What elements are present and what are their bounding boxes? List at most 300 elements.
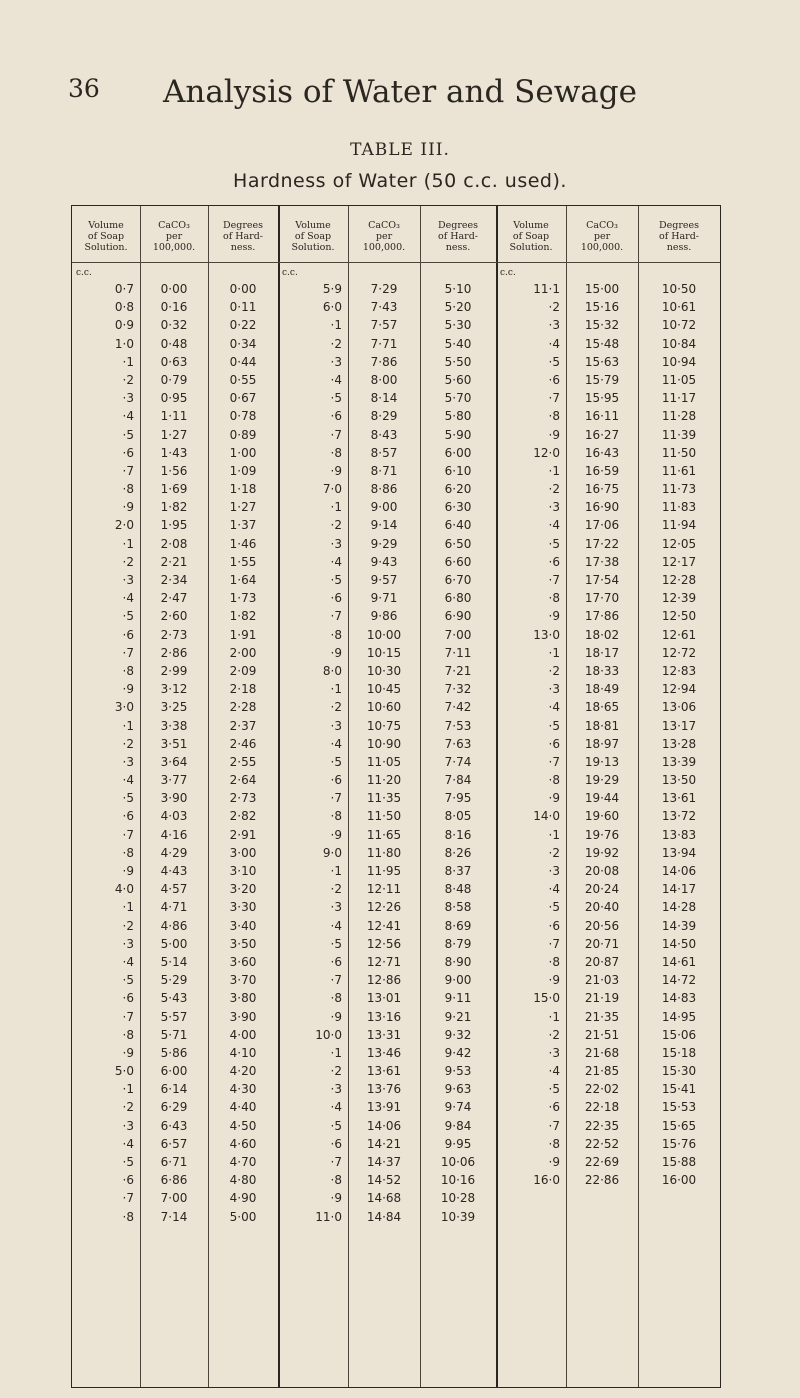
table-cell: 8·05 (444, 809, 472, 824)
table-cell: 9·29 (370, 536, 398, 551)
table-cell: 14·68 (366, 1191, 402, 1206)
table-cell: 9·53 (444, 1064, 472, 1079)
table-cell: 7·11 (444, 645, 472, 660)
table-cell: 2·09 (229, 663, 257, 678)
table-cell: ·9 (122, 500, 134, 515)
table-cell: ·8 (548, 773, 560, 788)
table-cell: ·2 (122, 918, 134, 933)
table-cell: 19·13 (584, 754, 620, 769)
table-cell: 2·73 (160, 627, 188, 642)
table-cell: 6·30 (444, 500, 472, 515)
table-cell: 22·35 (584, 1118, 620, 1133)
table-cell: ·9 (330, 827, 342, 842)
table-cell: 6·50 (444, 536, 472, 551)
table-cell: 12·94 (661, 682, 697, 697)
table-cell: 9·71 (370, 591, 398, 606)
table-cell: 5·9 (322, 282, 342, 296)
table-cell: 14·28 (661, 900, 697, 915)
table-cell: ·3 (548, 682, 560, 697)
table-cell: 12·28 (661, 573, 697, 587)
table-cell: 10·75 (366, 718, 402, 733)
table-cell: 14·0 (533, 809, 560, 824)
table-cell: ·6 (548, 554, 560, 569)
table-cell: 8·43 (370, 427, 398, 442)
table-cell: ·1 (330, 864, 342, 878)
table-cell: 15·95 (584, 391, 620, 406)
table-cell: ·5 (122, 427, 134, 442)
table-cell: ·4 (548, 1064, 560, 1079)
table-cell: 0·78 (229, 409, 257, 424)
table-cell: 16·90 (584, 500, 620, 515)
column-header: Volume of Soap Solution. (509, 219, 553, 253)
table-cell: 10·30 (366, 663, 402, 678)
table-cell: 5·20 (444, 300, 472, 315)
column-header: Volume of Soap Solution. (84, 219, 128, 253)
table-cell: ·9 (548, 1155, 560, 1169)
table-cell: ·8 (548, 591, 560, 606)
table-cell: 6·0 (322, 300, 342, 315)
table-cell: 2·21 (160, 554, 188, 569)
table-cell: 0·79 (160, 372, 188, 387)
table-cell: 5·30 (444, 318, 472, 333)
table-cell: 1·18 (229, 482, 257, 497)
table-cell: ·8 (330, 627, 342, 642)
table-cell: ·6 (548, 918, 560, 933)
table-cell: ·5 (330, 391, 342, 406)
table-cell: 12·26 (366, 900, 402, 915)
column-header: Degrees of Hard- ness. (437, 219, 479, 253)
table-cell: 11·05 (661, 372, 697, 387)
table-cell: 14·06 (366, 1118, 402, 1133)
table-cell: 0·00 (160, 282, 188, 296)
table-cell: 11·80 (366, 845, 402, 860)
table-cell: 4·0 (114, 882, 134, 897)
table-cell: ·3 (122, 1118, 134, 1133)
table-cell: 3·50 (229, 936, 257, 951)
table-cell: 14·95 (661, 1009, 697, 1024)
table-cell: 12·61 (661, 627, 697, 642)
caco3-column (566, 280, 638, 1189)
column-header: Degrees of Hard- ness. (658, 219, 700, 253)
table-cell: ·9 (330, 1009, 342, 1024)
table-cell: ·4 (122, 1136, 134, 1151)
table-title: Hardness of Water (50 c.c. used). (233, 170, 567, 192)
table-cell: 6·57 (160, 1136, 188, 1151)
table-cell: 14·50 (661, 936, 697, 951)
table-cell: 6·43 (160, 1118, 188, 1133)
table-cell: 8·90 (444, 954, 472, 969)
table-cell: 17·38 (584, 554, 620, 569)
table-cell: 15·32 (584, 318, 620, 333)
table-cell: ·3 (330, 536, 342, 551)
table-cell: 0·34 (229, 336, 257, 351)
table-cell: 17·70 (584, 591, 620, 606)
table-cell: 9·63 (444, 1082, 472, 1097)
table-cell: 18·33 (584, 663, 620, 678)
table-cell: 15·06 (661, 1027, 697, 1042)
table-cell: 6·70 (444, 573, 472, 587)
table-cell: 15·0 (533, 991, 560, 1006)
table-cell: 0·7 (114, 282, 134, 296)
table-cell: ·5 (548, 1082, 560, 1097)
table-cell: 17·54 (584, 573, 620, 587)
table-cell: 11·73 (661, 482, 697, 497)
table-cell: ·2 (548, 300, 560, 315)
table-cell: 4·70 (229, 1155, 257, 1169)
table-cell: 8·69 (444, 918, 472, 933)
table-cell: 4·60 (229, 1136, 257, 1151)
table-cell: 13·61 (366, 1064, 402, 1079)
table-cell: ·7 (548, 573, 560, 587)
table-cell: ·2 (330, 700, 342, 715)
table-cell: 0·16 (160, 300, 188, 315)
table-cell: 12·83 (661, 663, 697, 678)
table-cell: 15·65 (661, 1118, 697, 1133)
table-cell: 7·63 (444, 736, 472, 751)
table-cell: 2·60 (160, 609, 188, 624)
table-cell: ·1 (122, 536, 134, 551)
table-cell: ·8 (548, 409, 560, 424)
table-cell: ·3 (330, 900, 342, 915)
table-cell: ·7 (330, 973, 342, 988)
table-cell: 3·90 (229, 1009, 257, 1024)
table-cell: 1·69 (160, 482, 188, 497)
table-cell: 7·29 (370, 282, 398, 296)
table-cell: 7·43 (370, 300, 398, 315)
table-cell: 6·86 (160, 1173, 188, 1188)
table-cell: 19·29 (584, 773, 620, 788)
table-cell: 8·48 (444, 882, 472, 897)
table-cell: 7·71 (370, 336, 398, 351)
column-header: Degrees of Hard- ness. (222, 219, 264, 253)
table-cell: 18·02 (584, 627, 620, 642)
table-cell: 16·11 (584, 409, 620, 424)
table-cell: 16·27 (584, 427, 620, 442)
table-cell: 8·29 (370, 409, 398, 424)
table-cell: 22·69 (584, 1155, 620, 1169)
table-cell: 14·17 (661, 882, 697, 897)
table-cell: ·2 (548, 482, 560, 497)
table-cell: 6·00 (160, 1064, 188, 1079)
table-cell: ·8 (548, 1136, 560, 1151)
table-cell: ·5 (330, 936, 342, 951)
table-cell: ·2 (548, 1027, 560, 1042)
table-cell: 3·30 (229, 900, 257, 915)
table-cell: 8·58 (444, 900, 472, 915)
table-cell: 6·00 (444, 445, 472, 460)
table-cell: 2·99 (160, 663, 188, 678)
table-cell: 11·50 (661, 445, 697, 460)
table-cell: 1·09 (229, 463, 257, 478)
table-cell: ·7 (330, 1155, 342, 1169)
table-cell: 10·0 (315, 1027, 342, 1042)
table-cell: 2·08 (160, 536, 188, 551)
table-cell: 1·0 (114, 336, 134, 351)
table-cell: ·4 (330, 1100, 342, 1115)
table-cell: ·5 (122, 1155, 134, 1169)
table-cell: 0·48 (160, 336, 188, 351)
table-cell: ·3 (330, 718, 342, 733)
table-cell: ·5 (330, 754, 342, 769)
table-cell: 1·64 (229, 573, 257, 587)
table-cell: 12·17 (661, 554, 697, 569)
table-cell: 3·0 (114, 700, 134, 715)
table-cell: 20·71 (584, 936, 620, 951)
table-cell: 5·70 (444, 391, 472, 406)
table-cell: ·3 (122, 573, 134, 587)
table-cell: 7·32 (444, 682, 472, 697)
table-cell: 16·59 (584, 463, 620, 478)
table-cell: 3·25 (160, 700, 188, 715)
running-title: Analysis of Water and Sewage (163, 74, 637, 110)
table-cell: 6·10 (444, 463, 472, 478)
table-cell: 13·17 (661, 718, 697, 733)
table-cell: 8·71 (370, 463, 398, 478)
table-cell: ·7 (548, 1118, 560, 1133)
table-cell: 6·71 (160, 1155, 188, 1169)
table-cell: 8·0 (322, 663, 342, 678)
table-cell: 11·28 (661, 409, 697, 424)
table-cell: 11·95 (366, 864, 402, 878)
table-cell: 4·90 (229, 1191, 257, 1206)
table-cell: ·2 (330, 518, 342, 533)
table-cell: ·5 (548, 536, 560, 551)
table-cell: 7·57 (370, 318, 398, 333)
table-cell: 21·19 (584, 991, 620, 1006)
table-cell: ·5 (548, 718, 560, 733)
table-cell: 11·1 (533, 282, 560, 296)
table-cell: 2·47 (160, 591, 188, 606)
table-cell: 10·94 (661, 354, 697, 369)
table-cell: 13·83 (661, 827, 697, 842)
table-cell: ·6 (330, 773, 342, 788)
table-cell: 15·41 (661, 1082, 697, 1097)
table-cell: ·2 (330, 1064, 342, 1079)
table-cell: 4·10 (229, 1045, 257, 1060)
table-cell: 18·81 (584, 718, 620, 733)
table-cell: ·7 (122, 645, 134, 660)
table-cell: 0·55 (229, 372, 257, 387)
table-cell: ·6 (548, 372, 560, 387)
table-cell: ·8 (122, 1209, 134, 1224)
table-cell: ·4 (330, 372, 342, 387)
table-cell: ·7 (122, 1009, 134, 1024)
table-cell: ·3 (122, 936, 134, 951)
table-cell: ·9 (330, 645, 342, 660)
volume-column (72, 280, 134, 1226)
table-cell: 21·85 (584, 1064, 620, 1079)
header-rule (72, 262, 720, 263)
table-cell: 1·82 (160, 500, 188, 515)
table-cell: 14·72 (661, 973, 697, 988)
table-cell: ·4 (548, 518, 560, 533)
table-cell: 9·32 (444, 1027, 472, 1042)
table-cell: 10·16 (440, 1173, 476, 1188)
table-cell: ·7 (548, 391, 560, 406)
table-cell: 18·65 (584, 700, 620, 715)
table-cell: 3·70 (229, 973, 257, 988)
table-cell: 12·72 (661, 645, 697, 660)
table-cell: 2·37 (229, 718, 257, 733)
table-cell: 9·57 (370, 573, 398, 587)
table-cell: ·7 (122, 1191, 134, 1206)
table-cell: 1·91 (229, 627, 257, 642)
table-cell: 10·90 (366, 736, 402, 751)
table-cell: 8·79 (444, 936, 472, 951)
caco3-column (140, 280, 208, 1226)
table-cell: 7·21 (444, 663, 472, 678)
table-cell: 5·0 (114, 1064, 134, 1079)
table-cell: ·2 (122, 554, 134, 569)
table-cell: ·7 (122, 827, 134, 842)
table-cell: ·4 (122, 591, 134, 606)
table-cell: ·2 (122, 736, 134, 751)
table-cell: 2·34 (160, 573, 188, 587)
table-cell: 10·72 (661, 318, 697, 333)
table-cell: 2·55 (229, 754, 257, 769)
table-cell: 8·14 (370, 391, 398, 406)
table-cell: 1·11 (160, 409, 188, 424)
table-cell: 7·42 (444, 700, 472, 715)
table-cell: ·4 (122, 409, 134, 424)
table-cell: 7·95 (444, 791, 472, 806)
table-cell: 13·61 (661, 791, 697, 806)
table-cell: ·1 (122, 900, 134, 915)
table-cell: 1·82 (229, 609, 257, 624)
table-cell: 20·40 (584, 900, 620, 915)
table-cell: ·6 (330, 1136, 342, 1151)
table-cell: 20·87 (584, 954, 620, 969)
table-cell: 13·91 (366, 1100, 402, 1115)
table-cell: ·6 (122, 445, 134, 460)
table-cell: 21·68 (584, 1045, 620, 1060)
table-cell: ·9 (122, 1045, 134, 1060)
table-cell: 9·84 (444, 1118, 472, 1133)
table-cell: ·8 (330, 991, 342, 1006)
table-cell: 13·0 (533, 627, 560, 642)
table-cell: 0·44 (229, 354, 257, 369)
table-cell: 1·43 (160, 445, 188, 460)
table-cell: 2·46 (229, 736, 257, 751)
table-cell: 19·92 (584, 845, 620, 860)
table-cell: ·3 (548, 864, 560, 878)
table-cell: 9·95 (444, 1136, 472, 1151)
table-cell: 12·50 (661, 609, 697, 624)
table-cell: 1·00 (229, 445, 257, 460)
table-cell: 7·14 (160, 1209, 188, 1224)
table-cell: 15·48 (584, 336, 620, 351)
table-cell: 8·26 (444, 845, 472, 860)
table-cell: 10·50 (661, 282, 697, 296)
table-cell: 11·35 (366, 791, 402, 806)
table-cell: 22·02 (584, 1082, 620, 1097)
table-cell: 0·32 (160, 318, 188, 333)
table-cell: ·8 (122, 663, 134, 678)
degrees-column (208, 280, 278, 1226)
table-cell: 6·80 (444, 591, 472, 606)
table-cell: 3·00 (229, 845, 257, 860)
table-cell: 10·84 (661, 336, 697, 351)
table-cell: 15·00 (584, 282, 620, 296)
table-cell: 2·64 (229, 773, 257, 788)
table-cell: 6·40 (444, 518, 472, 533)
table-cell: 20·08 (584, 864, 620, 878)
table-cell: 3·12 (160, 682, 188, 697)
table-cell: 7·84 (444, 773, 472, 788)
table-cell: 7·00 (444, 627, 472, 642)
table-cell: ·5 (122, 973, 134, 988)
table-cell: ·1 (548, 827, 560, 842)
table-cell: ·7 (330, 427, 342, 442)
table-cell: ·5 (330, 1118, 342, 1133)
degrees-column (638, 280, 720, 1189)
table-cell: 10·00 (366, 627, 402, 642)
table-cell: 18·97 (584, 736, 620, 751)
table-cell: 4·30 (229, 1082, 257, 1097)
table-cell: 8·86 (370, 482, 398, 497)
table-cell: 8·57 (370, 445, 398, 460)
table-cell: ·1 (330, 682, 342, 697)
table-cell: ·3 (122, 391, 134, 406)
table-cell: 5·14 (160, 954, 188, 969)
table-cell: 20·24 (584, 882, 620, 897)
table-cell: ·6 (122, 1173, 134, 1188)
table-cell: 11·61 (661, 463, 697, 478)
table-cell: ·9 (330, 463, 342, 478)
unit-label: c.c. (282, 268, 298, 278)
table-cell: ·5 (330, 573, 342, 587)
table-cell: 15·88 (661, 1155, 697, 1169)
table-cell: 1·55 (229, 554, 257, 569)
table-cell: 3·40 (229, 918, 257, 933)
table-cell: 5·00 (160, 936, 188, 951)
table-cell: 7·0 (322, 482, 342, 497)
table-cell: ·9 (122, 682, 134, 697)
table-cell: 0·89 (229, 427, 257, 442)
table-cell: 2·73 (229, 791, 257, 806)
table-cell: 11·17 (661, 391, 697, 406)
table-cell: ·7 (122, 463, 134, 478)
table-cell: ·4 (122, 773, 134, 788)
table-cell: 9·00 (370, 500, 398, 515)
table-cell: 15·18 (661, 1045, 697, 1060)
table-cell: 4·50 (229, 1118, 257, 1133)
table-cell: 15·16 (584, 300, 620, 315)
column-header: CaCO₃ per 100,000. (580, 219, 624, 253)
table-cell: 4·03 (160, 809, 188, 824)
table-cell: 10·06 (440, 1155, 476, 1169)
table-cell: 5·90 (444, 427, 472, 442)
table-cell: 0·00 (229, 282, 257, 296)
table-cell: 11·94 (661, 518, 697, 533)
table-cell: 9·43 (370, 554, 398, 569)
table-cell: ·3 (122, 754, 134, 769)
table-cell: 4·57 (160, 882, 188, 897)
column-header: CaCO₃ per 100,000. (362, 219, 406, 253)
table-cell: 7·53 (444, 718, 472, 733)
table-cell: 11·83 (661, 500, 697, 515)
table-cell: 14·39 (661, 918, 697, 933)
table-cell: 16·43 (584, 445, 620, 460)
table-cell: 13·94 (661, 845, 697, 860)
table-cell: 21·51 (584, 1027, 620, 1042)
table-cell: 9·86 (370, 609, 398, 624)
table-cell: 4·71 (160, 900, 188, 915)
table-cell: 21·35 (584, 1009, 620, 1024)
table-cell: ·3 (330, 1082, 342, 1097)
table-cell: 11·05 (366, 754, 402, 769)
table-cell: ·7 (330, 609, 342, 624)
